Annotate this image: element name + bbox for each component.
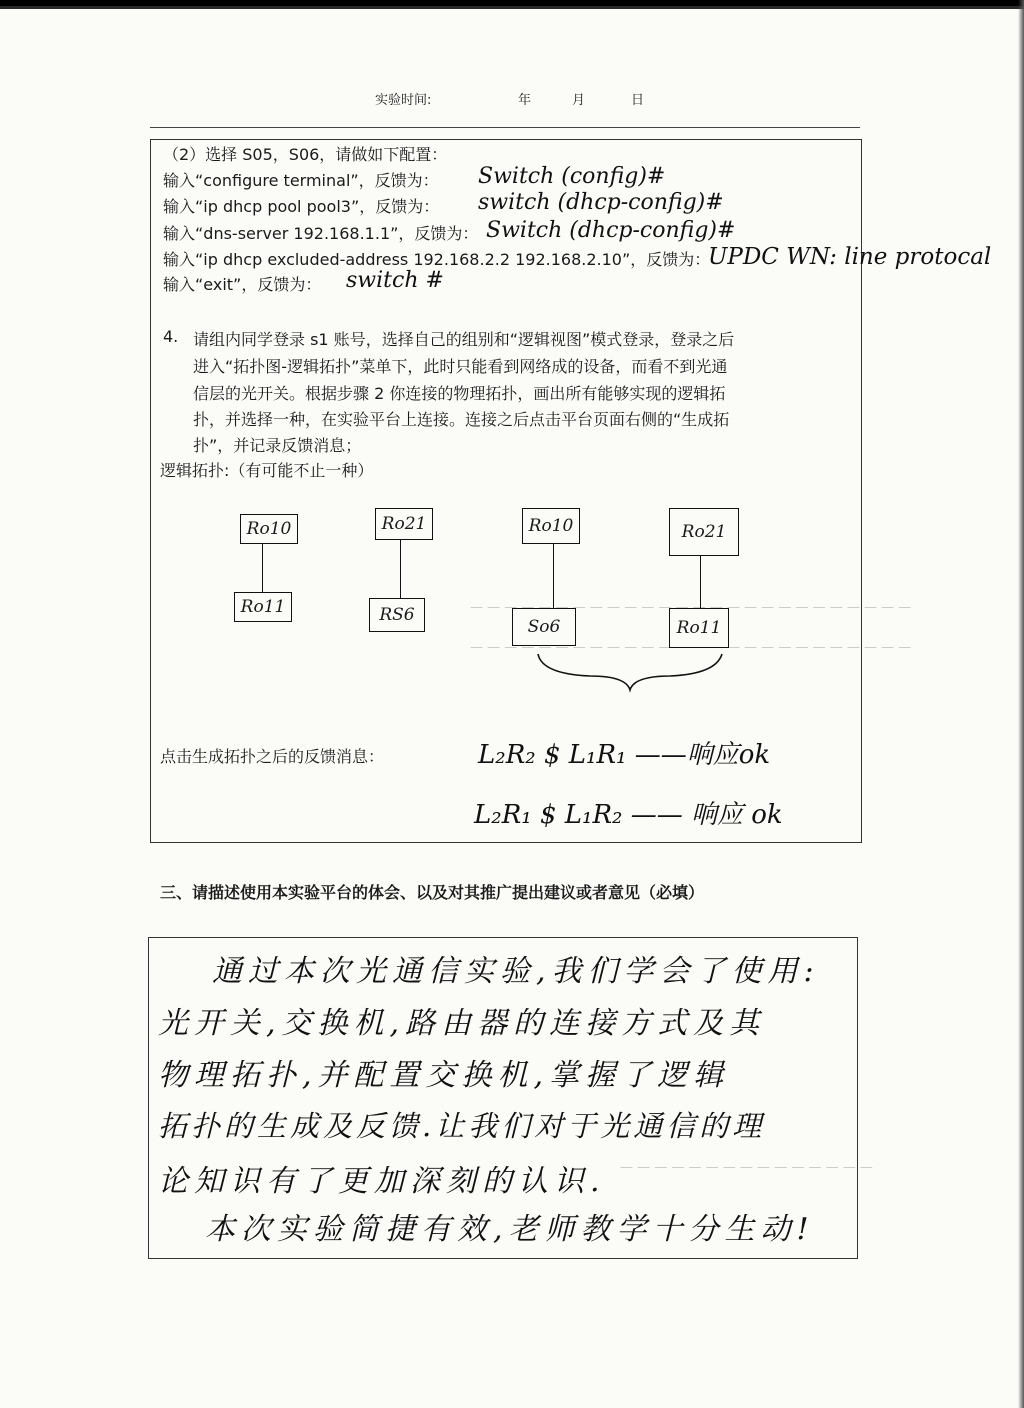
step-text-line: 信层的光开关。根据步骤 2 你连接的物理拓扑，画出所有能够实现的逻辑拓 [193, 384, 726, 403]
grouping-brace [530, 650, 730, 694]
day-label: 日 [631, 93, 645, 108]
month-label: 月 [572, 93, 586, 108]
handwritten-line: 通过本次光通信实验,我们学会了使用: [212, 954, 820, 989]
config-response: Switch (config)# [478, 164, 666, 189]
handwritten-line: 本次实验简捷有效,老师教学十分生动! [205, 1212, 815, 1247]
config-prompt: 输入“ip dhcp pool pool3”，反馈为： [163, 197, 440, 216]
topology-2-top-node: Ro21 [375, 508, 433, 540]
header-rule [150, 127, 860, 128]
topology-4-bottom-node: Ro11 [669, 608, 729, 648]
logic-topology-label: 逻辑拓扑:（有可能不止一种） [160, 461, 374, 480]
bleed-through: — — — — — — — — — — — — — — — [620, 1160, 873, 1175]
feedback-message: L₂R₁ $ L₁R₂ —— 响应 ok [474, 800, 783, 830]
topology-2-bottom-node: RS6 [369, 598, 425, 632]
topology-1-link [262, 544, 263, 592]
config-prompt: 输入“configure terminal”，反馈为： [163, 171, 439, 190]
config-response: Switch (dhcp-config)# [486, 218, 736, 243]
step-text-line: 扑，并选择一种，在实验平台上连接。连接之后点击平台页面右侧的“生成拓 [193, 410, 730, 429]
topology-3-top-node: Ro10 [522, 508, 580, 544]
experiment-time-label: 实验时间: [375, 93, 432, 108]
step-text-line: 进入“拓扑图-逻辑拓扑”菜单下，此时只能看到网络成的设备，而看不到光通 [193, 357, 728, 376]
year-label: 年 [518, 93, 532, 108]
config-response: UPDC WN: line protocal [708, 244, 992, 270]
topology-3-bottom-node: So6 [512, 608, 576, 646]
step-text-line: 请组内同学登录 s1 账号，选择自己的组别和“逻辑视图”模式登录，登录之后 [193, 330, 735, 349]
topology-4-link [700, 556, 701, 608]
feedback-message: L₂R₂ $ L₁R₁ ——响应ok [478, 740, 771, 770]
config-title: （2）选择 S05，S06，请做如下配置： [163, 145, 448, 164]
handwritten-line: 论知识有了更加深刻的认识. [158, 1164, 606, 1199]
handwritten-line: 物理拓扑,并配置交换机,掌握了逻辑 [158, 1058, 730, 1093]
step-number: 4. [163, 327, 179, 346]
handwritten-line: 光开关,交换机,路由器的连接方式及其 [158, 1006, 766, 1041]
topology-2-link [400, 540, 401, 598]
handwritten-line: 拓扑的生成及反馈.让我们对于光通信的理 [158, 1109, 766, 1143]
config-response: switch # [346, 268, 444, 293]
config-prompt: 输入“dns-server 192.168.1.1”，反馈为： [163, 224, 479, 243]
topology-1-bottom-node: Ro11 [234, 592, 292, 622]
step-text-line: 扑”，并记录反馈消息； [193, 436, 362, 455]
scan-edge-top [0, 0, 1024, 12]
scan-edge-right [1018, 0, 1024, 1408]
topology-4-top-node: Ro21 [669, 508, 739, 556]
bleed-through: — — — — — — — — — — — — — — — — — — — — — — — — — — [470, 640, 912, 655]
bleed-through: — — — — — — — — — — — — — — — — — — — — — — — — — — [470, 600, 912, 615]
section-3-heading: 三、请描述使用本实验平台的体会、以及对其推广提出建议或者意见（必填） [160, 883, 705, 902]
topology-3-link [553, 544, 554, 608]
config-response: switch (dhcp-config)# [478, 190, 724, 215]
feedback-label: 点击生成拓扑之后的反馈消息： [160, 747, 385, 766]
config-prompt: 输入“ip dhcp excluded-address 192.168.2.2 192.168.2.10”，反馈为： [163, 250, 711, 269]
config-prompt: 输入“exit”，反馈为： [163, 275, 322, 294]
topology-1-top-node: Ro10 [240, 514, 298, 544]
